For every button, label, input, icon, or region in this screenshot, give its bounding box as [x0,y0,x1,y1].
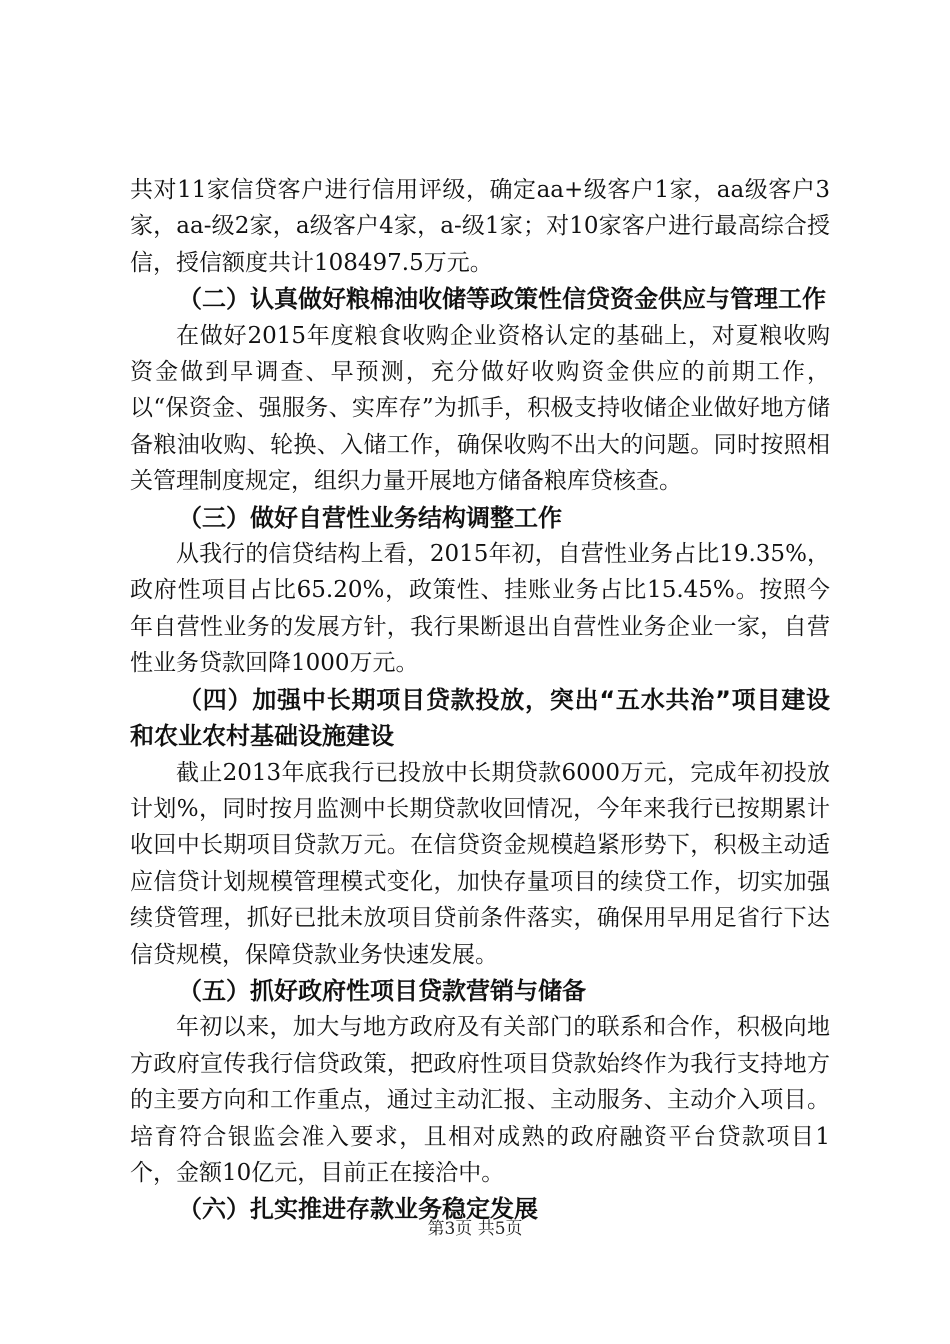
section-heading-6: （六）扎实推进存款业务稳定发展 [178,1195,538,1224]
section-heading-3: （三）做好自营性业务结构调整工作 [178,503,562,532]
page-number-label: 第3页 共5页 [427,1219,523,1239]
section-heading-4: （四）加强中长期项目贷款投放，突出“五水共治”项目建设和农业农村基础设施建设 [130,685,830,751]
document-body [130,172,830,1228]
section-heading-2: （二）认真做好粮棉油收储等政策性信贷资金供应与管理工作 [178,285,826,314]
paragraph-long-term-loans: 截止2013年底我行已投放中长期贷款6000万元，完成年初投放计划%，同时按月监测中长期贷款收回情况，今年来我行已按期累计收回中长期项目贷款万元。在信贷资金规模趋紧形势下，积极主动适应信贷计划规模管理模式变化，加快存量项目的续贷工作，切实加强续贷管理，抓好已批未放项目贷前条件落实，确保用早用足省行下达信贷规模，保障贷款业务快速发展。 [130,759,830,968]
paragraph-credit-structure: 从我行的信贷结构上看，2015年初，自营性业务占比19.35%，政府性项目占比65.20%，政策性、挂账业务占比15.45%。按照今年自营性业务的发展方针，我行果断退出自营性业务企业一家，自营性业务贷款回降1000万元。 [130,541,830,677]
paragraph-grain-purchase: 在做好2015年度粮食收购企业资格认定的基础上，对夏粮收购资金做到早调查、早预测，充分做好收购资金供应的前期工作，以“保资金、强服务、实库存”为抓手，积极支持收储企业做好地方储备粮油收购、轮换、入储工作，确保收购不出大的问题。同时按照相关管理制度规定，组织力量开展地方储备粮库贷核查。 [130,322,830,495]
paragraph-government-projects: 年初以来，加大与地方政府及有关部门的联系和合作，积极向地方政府宣传我行信贷政策，把政府性项目贷款始终作为我行支持地方的主要方向和工作重点，通过主动汇报、主动服务、主动介入项目。培育符合银监会准入要求，且相对成熟的政府融资平台贷款项目1个，金额10亿元，目前正在接洽中。 [130,1014,830,1186]
paragraph-credit-rating: 共对11家信贷客户进行信用评级，确定aa+级客户1家，aa级客户3家，aa-级2家，a级客户4家，a-级1家；对10家客户进行最高综合授信，授信额度共计108497.5万元。 [130,177,830,276]
section-heading-5: （五）抓好政府性项目贷款营销与储备 [178,976,586,1005]
page-footer [0,1214,950,1239]
